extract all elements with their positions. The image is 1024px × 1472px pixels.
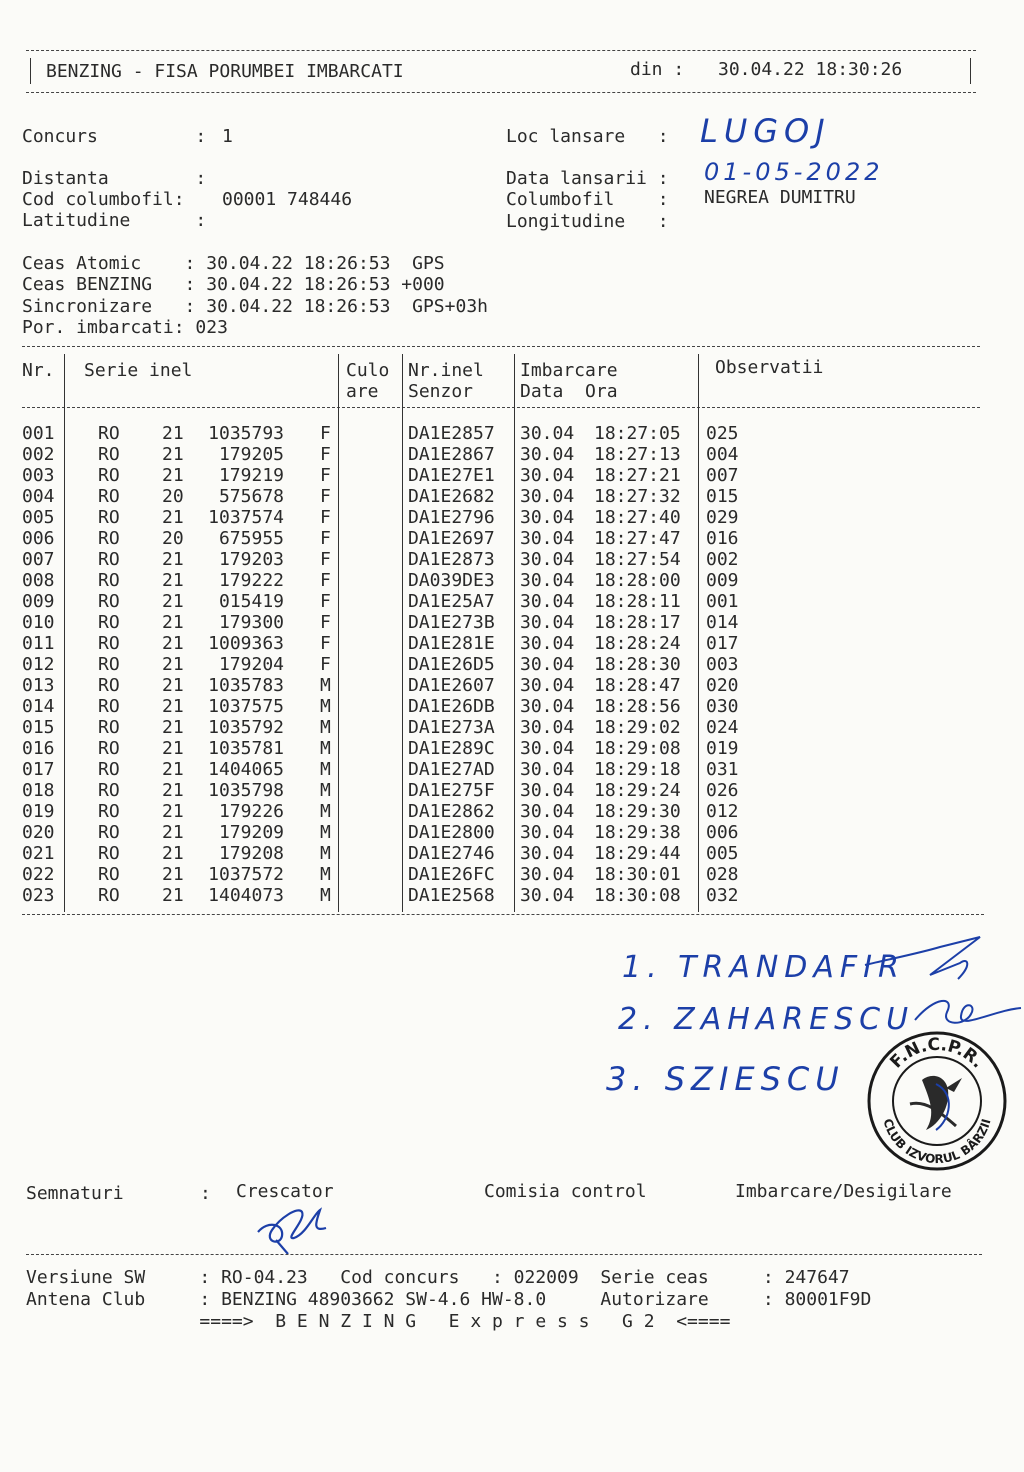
data-lansarii-value: 01-05-2022 <box>704 158 884 186</box>
cell-ora: 18:30:01 <box>594 864 681 885</box>
cell-senzor: DA1E2746 <box>408 843 495 864</box>
cell-ora: 18:28:30 <box>594 654 681 675</box>
cell-serie: 575678 <box>218 486 284 507</box>
cell-observatii: 031 <box>706 759 739 780</box>
cell-data: 30.04 <box>520 423 575 444</box>
cell-sex: M <box>320 759 331 780</box>
cell-nr: 012 <box>22 654 55 675</box>
cell-tara: RO <box>98 549 120 570</box>
cell-sex: M <box>320 675 331 696</box>
cell-tara: RO <box>98 780 120 801</box>
cell-tara: RO <box>98 759 120 780</box>
cell-sex: F <box>320 549 331 570</box>
semnaturi-colon: : <box>200 1183 211 1204</box>
cell-data: 30.04 <box>520 654 575 675</box>
cell-serie: 179204 <box>218 654 284 675</box>
cell-ora: 18:27:05 <box>594 423 681 444</box>
cell-ora: 18:29:44 <box>594 843 681 864</box>
svg-text:CLUB IZVORUL BÂRZII <box>880 1117 993 1166</box>
cell-nr: 020 <box>22 822 55 843</box>
cell-observatii: 017 <box>706 633 739 654</box>
cell-tara: RO <box>98 528 120 549</box>
footer-line-1: Versiune SW : RO-04.23 Cod concurs : 022009 Serie ceas : 247647 <box>26 1267 850 1288</box>
cell-sex: F <box>320 528 331 549</box>
cell-ora: 18:29:24 <box>594 780 681 801</box>
cell-tara: RO <box>98 486 120 507</box>
cell-serie: 1037572 <box>208 864 284 885</box>
cell-sex: F <box>320 423 331 444</box>
cell-serie: 1035781 <box>208 738 284 759</box>
cell-an: 21 <box>162 738 184 759</box>
cell-nr: 014 <box>22 696 55 717</box>
cell-nr: 015 <box>22 717 55 738</box>
cell-an: 21 <box>162 801 184 822</box>
cell-serie: 179219 <box>218 465 284 486</box>
cell-senzor: DA1E26D5 <box>408 654 495 675</box>
footer-divider <box>26 1254 982 1255</box>
cell-sex: F <box>320 612 331 633</box>
cell-tara: RO <box>98 507 120 528</box>
cell-serie: 179205 <box>218 444 284 465</box>
cell-data: 30.04 <box>520 570 575 591</box>
cell-senzor: DA1E275F <box>408 780 495 801</box>
cell-observatii: 004 <box>706 444 739 465</box>
cell-observatii: 025 <box>706 423 739 444</box>
handwritten-result-2: 2. ZAHARESCU <box>618 1002 915 1037</box>
cell-an: 21 <box>162 591 184 612</box>
cell-observatii: 029 <box>706 507 739 528</box>
header-right-border <box>970 58 971 84</box>
col-divider-nr <box>64 354 65 912</box>
cell-tara: RO <box>98 675 120 696</box>
cell-nr: 018 <box>22 780 55 801</box>
cell-an: 21 <box>162 717 184 738</box>
cell-observatii: 024 <box>706 717 739 738</box>
cell-tara: RO <box>98 822 120 843</box>
cell-ora: 18:27:32 <box>594 486 681 507</box>
cod-columbofil-value: 00001 748446 <box>222 189 353 210</box>
cell-ora: 18:27:13 <box>594 444 681 465</box>
cell-sex: F <box>320 591 331 612</box>
cell-ora: 18:29:38 <box>594 822 681 843</box>
cell-data: 30.04 <box>520 822 575 843</box>
distanta-label: Distanta : <box>22 168 207 189</box>
cell-serie: 675955 <box>218 528 284 549</box>
cell-ora: 18:28:24 <box>594 633 681 654</box>
cell-nr: 006 <box>22 528 55 549</box>
handwritten-result-1: 1. TRANDAFIR <box>622 950 905 985</box>
cell-data: 30.04 <box>520 843 575 864</box>
handwritten-signature-1 <box>860 935 985 985</box>
cell-ora: 18:29:18 <box>594 759 681 780</box>
cell-observatii: 030 <box>706 696 739 717</box>
table-header-divider <box>22 407 980 408</box>
cell-an: 21 <box>162 549 184 570</box>
cell-nr: 019 <box>22 801 55 822</box>
cell-serie: 1035798 <box>208 780 284 801</box>
cell-tara: RO <box>98 633 120 654</box>
cell-an: 21 <box>162 654 184 675</box>
cell-sex: F <box>320 654 331 675</box>
cell-an: 21 <box>162 612 184 633</box>
header-bottom-border <box>26 92 976 93</box>
cell-observatii: 009 <box>706 570 739 591</box>
cell-an: 21 <box>162 423 184 444</box>
cell-serie: 015419 <box>218 591 284 612</box>
cell-nr: 021 <box>22 843 55 864</box>
cell-sex: F <box>320 633 331 654</box>
col-divider-culoare <box>402 354 403 912</box>
imbarcare-desigilare-label: Imbarcare/Desigilare <box>735 1181 952 1202</box>
cell-an: 21 <box>162 759 184 780</box>
cell-ora: 18:27:54 <box>594 549 681 570</box>
latitudine-label: Latitudine : <box>22 210 207 231</box>
cell-nr: 017 <box>22 759 55 780</box>
cell-ora: 18:27:40 <box>594 507 681 528</box>
cell-tara: RO <box>98 717 120 738</box>
semnaturi-label: Semnaturi <box>26 1183 124 1204</box>
cell-sex: M <box>320 822 331 843</box>
cell-ora: 18:27:47 <box>594 528 681 549</box>
col-divider-senzor <box>514 354 515 912</box>
cell-data: 30.04 <box>520 675 575 696</box>
col-culoare-header-1: Culo <box>346 360 390 381</box>
cell-sex: M <box>320 696 331 717</box>
col-divider-serie <box>338 354 339 912</box>
cell-nr: 005 <box>22 507 55 528</box>
footer-line-3: ====> B E N Z I N G E x p r e s s G 2 <==== <box>26 1311 731 1332</box>
columbofil-value: NEGREA DUMITRU <box>704 187 856 208</box>
cell-serie: 1404073 <box>208 885 284 906</box>
header-din-value: 30.04.22 18:30:26 <box>718 59 903 80</box>
cell-data: 30.04 <box>520 717 575 738</box>
loc-lansare-label: Loc lansare : <box>506 126 669 147</box>
cell-data: 30.04 <box>520 528 575 549</box>
cell-tara: RO <box>98 843 120 864</box>
col-nrinel-header-1: Nr.inel <box>408 360 484 381</box>
cell-an: 21 <box>162 444 184 465</box>
cell-ora: 18:28:47 <box>594 675 681 696</box>
cell-tara: RO <box>98 885 120 906</box>
cell-nr: 003 <box>22 465 55 486</box>
cell-sex: M <box>320 717 331 738</box>
cell-senzor: DA1E2568 <box>408 885 495 906</box>
cell-serie: 1035792 <box>208 717 284 738</box>
cell-data: 30.04 <box>520 507 575 528</box>
cell-sex: M <box>320 885 331 906</box>
col-serie-header: Serie inel <box>84 360 193 381</box>
cell-sex: M <box>320 801 331 822</box>
cell-observatii: 002 <box>706 549 739 570</box>
cell-an: 20 <box>162 528 184 549</box>
cell-data: 30.04 <box>520 486 575 507</box>
cell-tara: RO <box>98 738 120 759</box>
cell-tara: RO <box>98 423 120 444</box>
cell-tara: RO <box>98 654 120 675</box>
data-lansarii-label: Data lansarii : <box>506 168 669 189</box>
cell-nr: 016 <box>22 738 55 759</box>
cell-data: 30.04 <box>520 780 575 801</box>
cell-ora: 18:29:08 <box>594 738 681 759</box>
cell-tara: RO <box>98 591 120 612</box>
cell-an: 21 <box>162 822 184 843</box>
cell-serie: 179226 <box>218 801 284 822</box>
table-top-border <box>22 346 980 347</box>
cell-nr: 010 <box>22 612 55 633</box>
col-culoare-header-2: are <box>346 381 379 402</box>
ceas-benzing: Ceas BENZING : 30.04.22 18:26:53 +000 <box>22 274 445 295</box>
cell-nr: 013 <box>22 675 55 696</box>
longitudine-label: Longitudine : <box>506 211 669 232</box>
ceas-atomic: Ceas Atomic : 30.04.22 18:26:53 GPS <box>22 253 445 274</box>
cell-senzor: DA1E2796 <box>408 507 495 528</box>
cell-an: 21 <box>162 843 184 864</box>
cell-data: 30.04 <box>520 612 575 633</box>
cell-senzor: DA1E2862 <box>408 801 495 822</box>
sincronizare: Sincronizare : 30.04.22 18:26:53 GPS+03h <box>22 296 488 317</box>
cell-ora: 18:28:11 <box>594 591 681 612</box>
cell-sex: M <box>320 843 331 864</box>
cell-senzor: DA1E25A7 <box>408 591 495 612</box>
cell-sex: F <box>320 465 331 486</box>
cell-observatii: 005 <box>706 843 739 864</box>
cell-serie: 179222 <box>218 570 284 591</box>
cell-senzor: DA1E2873 <box>408 549 495 570</box>
cell-observatii: 016 <box>706 528 739 549</box>
cell-senzor: DA1E289C <box>408 738 495 759</box>
cell-observatii: 007 <box>706 465 739 486</box>
cell-tara: RO <box>98 570 120 591</box>
cell-tara: RO <box>98 444 120 465</box>
cell-an: 21 <box>162 864 184 885</box>
cell-observatii: 026 <box>706 780 739 801</box>
cell-observatii: 014 <box>706 612 739 633</box>
col-observatii-header: Observatii <box>715 357 824 378</box>
cell-serie: 1037575 <box>208 696 284 717</box>
cell-senzor: DA1E26FC <box>408 864 495 885</box>
cell-data: 30.04 <box>520 801 575 822</box>
columbofil-label: Columbofil : <box>506 189 669 210</box>
cell-nr: 011 <box>22 633 55 654</box>
cell-sex: F <box>320 444 331 465</box>
header-left-border <box>30 58 31 84</box>
header-top-border <box>26 50 976 51</box>
cell-senzor: DA1E2867 <box>408 444 495 465</box>
cell-tara: RO <box>98 801 120 822</box>
cell-nr: 008 <box>22 570 55 591</box>
cell-ora: 18:28:00 <box>594 570 681 591</box>
cell-serie: 1037574 <box>208 507 284 528</box>
cell-serie: 179203 <box>218 549 284 570</box>
cell-sex: M <box>320 738 331 759</box>
cell-an: 21 <box>162 675 184 696</box>
cell-data: 30.04 <box>520 444 575 465</box>
cell-data: 30.04 <box>520 885 575 906</box>
cell-ora: 18:28:56 <box>594 696 681 717</box>
cell-sex: F <box>320 570 331 591</box>
cell-ora: 18:29:30 <box>594 801 681 822</box>
cell-an: 21 <box>162 570 184 591</box>
col-nr-header: Nr. <box>22 360 55 381</box>
cell-observatii: 012 <box>706 801 739 822</box>
handwritten-result-3: 3. SZIESCU <box>606 1060 845 1098</box>
cell-an: 21 <box>162 633 184 654</box>
cell-data: 30.04 <box>520 633 575 654</box>
footer-line-2: Antena Club : BENZING 48903662 SW-4.6 HW-8.0 Autorizare : 80001F9D <box>26 1289 872 1310</box>
cell-observatii: 032 <box>706 885 739 906</box>
cell-tara: RO <box>98 612 120 633</box>
cell-an: 21 <box>162 780 184 801</box>
cell-observatii: 006 <box>706 822 739 843</box>
cell-senzor: DA1E273A <box>408 717 495 738</box>
cell-an: 21 <box>162 696 184 717</box>
cell-senzor: DA1E2607 <box>408 675 495 696</box>
por-imbarcati: Por. imbarcati: 023 <box>22 317 228 338</box>
cell-an: 20 <box>162 486 184 507</box>
cell-ora: 18:29:02 <box>594 717 681 738</box>
cell-serie: 1035793 <box>208 423 284 444</box>
cell-nr: 023 <box>22 885 55 906</box>
cell-sex: M <box>320 864 331 885</box>
cell-serie: 179208 <box>218 843 284 864</box>
cell-serie: 1404065 <box>208 759 284 780</box>
crescator-label: Crescator <box>236 1181 334 1202</box>
cell-serie: 179300 <box>218 612 284 633</box>
cell-nr: 007 <box>22 549 55 570</box>
cell-tara: RO <box>98 696 120 717</box>
cell-observatii: 015 <box>706 486 739 507</box>
concurs-value: 1 <box>222 126 233 147</box>
cell-ora: 18:27:21 <box>594 465 681 486</box>
cell-data: 30.04 <box>520 465 575 486</box>
cell-senzor: DA1E2697 <box>408 528 495 549</box>
cell-senzor: DA1E273B <box>408 612 495 633</box>
cell-data: 30.04 <box>520 549 575 570</box>
stamp-top-text: F.N.C.P.R. <box>886 1034 988 1073</box>
cell-an: 21 <box>162 465 184 486</box>
cell-senzor: DA1E2682 <box>408 486 495 507</box>
cell-serie: 179209 <box>218 822 284 843</box>
cell-tara: RO <box>98 465 120 486</box>
col-imbarcare-header-1: Imbarcare <box>520 360 618 381</box>
cell-serie: 1035783 <box>208 675 284 696</box>
col-imbarcare-header-2: Data Ora <box>520 381 618 402</box>
cell-nr: 002 <box>22 444 55 465</box>
svg-text:F.N.C.P.R. <box>886 1035 988 1073</box>
cell-nr: 009 <box>22 591 55 612</box>
header-title: BENZING - FISA PORUMBEI IMBARCATI <box>46 61 404 82</box>
col-divider-imbarcare <box>698 354 699 912</box>
cell-nr: 004 <box>22 486 55 507</box>
cell-senzor: DA1E281E <box>408 633 495 654</box>
cell-sex: M <box>320 780 331 801</box>
cell-observatii: 001 <box>706 591 739 612</box>
cell-nr: 001 <box>22 423 55 444</box>
cell-an: 21 <box>162 507 184 528</box>
club-stamp <box>866 1030 1008 1172</box>
cell-senzor: DA1E2800 <box>408 822 495 843</box>
comisia-control-label: Comisia control <box>484 1181 647 1202</box>
cell-an: 21 <box>162 885 184 906</box>
cell-observatii: 003 <box>706 654 739 675</box>
cell-senzor: DA1E27E1 <box>408 465 495 486</box>
header-din-label: din : <box>630 59 685 80</box>
cell-data: 30.04 <box>520 738 575 759</box>
cell-ora: 18:28:17 <box>594 612 681 633</box>
loc-lansare-value: LUGOJ <box>700 112 831 150</box>
cod-columbofil-label: Cod columbofil: <box>22 189 185 210</box>
cell-tara: RO <box>98 864 120 885</box>
crescator-signature <box>254 1202 334 1258</box>
cell-ora: 18:30:08 <box>594 885 681 906</box>
cell-data: 30.04 <box>520 696 575 717</box>
cell-observatii: 020 <box>706 675 739 696</box>
cell-sex: F <box>320 486 331 507</box>
cell-sex: F <box>320 507 331 528</box>
cell-data: 30.04 <box>520 759 575 780</box>
cell-data: 30.04 <box>520 591 575 612</box>
table-bottom-border <box>22 914 984 915</box>
cell-nr: 022 <box>22 864 55 885</box>
cell-senzor: DA1E27AD <box>408 759 495 780</box>
concurs-label: Concurs : <box>22 126 207 147</box>
col-nrinel-header-2: Senzor <box>408 381 474 402</box>
cell-serie: 1009363 <box>208 633 284 654</box>
cell-senzor: DA1E26DB <box>408 696 495 717</box>
cell-observatii: 028 <box>706 864 739 885</box>
cell-senzor: DA1E2857 <box>408 423 495 444</box>
stamp-bottom-text: CLUB IZVORUL BÂRZII <box>880 1116 994 1167</box>
cell-observatii: 019 <box>706 738 739 759</box>
cell-data: 30.04 <box>520 864 575 885</box>
cell-senzor: DA039DE3 <box>408 570 495 591</box>
